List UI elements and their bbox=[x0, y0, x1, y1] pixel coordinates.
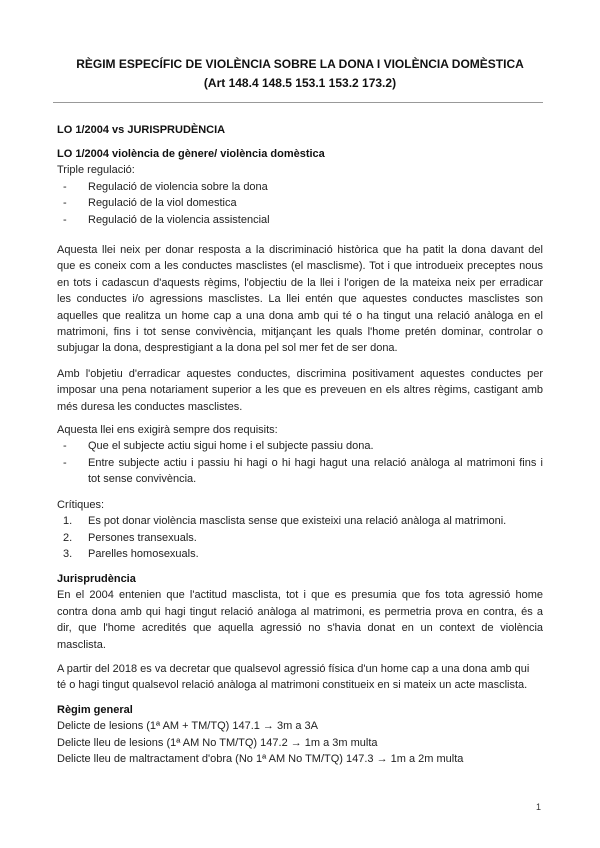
list-item-text: tot sense convivència. bbox=[88, 473, 197, 486]
subheading: Jurisprudència bbox=[57, 573, 136, 585]
text-line: té o hagi tingut qualsevol relació anàloga al matrimoni constitueix en si mateix un acte masclista. bbox=[57, 679, 528, 692]
text-line: més duresa les conductes masclistes. bbox=[57, 400, 243, 413]
jurisprudencia-section bbox=[57, 571, 543, 653]
text-line: que es coneix com a les conductes masclistes (el masclisme). Tot i que introdueix preceptes nous bbox=[57, 260, 543, 273]
critiques-section bbox=[57, 497, 543, 563]
text-line: les conductes i/o agressions masclistes. La llei entén que aquestes conductes masclistes son bbox=[57, 293, 543, 306]
list-item: - Entre subjecte actiu i passiu hi hagi o hi hagi hagut una relació anàloga al matrimoni fins i tot sense convivència. bbox=[57, 455, 543, 488]
section-heading: LO 1/2004 vs JURISPRUDÈNCIA bbox=[57, 124, 226, 136]
triple-section bbox=[57, 146, 543, 228]
text-line: Aquesta llei neix per donar resposta a la discriminació històrica que ha patit la dona davant del bbox=[57, 244, 543, 256]
list-item: 2. Persones transexuals. bbox=[63, 531, 197, 544]
subheading: Règim general bbox=[57, 704, 133, 716]
text-line: imposar una pena notariament superior a les que es preveuen en els altres règims, castigant amb bbox=[57, 384, 543, 397]
text-line: en tots i cadascun d'aquests règims, l'objectiu de la llei i l'origen de la mateixa neix per erradicar bbox=[57, 276, 543, 289]
text-line: subjugar la dona, desprestigiant a la dona pel sol mer fet de ser dona. bbox=[57, 342, 398, 355]
list-item: 1. Es pot donar violència masclista sense que existeixi una relació anàloga al matrimoni. bbox=[63, 515, 507, 528]
text-line: aquelles que realitza un home cap a una dona amb qui té o ha tingut una relació anàloga en el bbox=[57, 309, 543, 322]
list-item-text: Que el subjecte actiu sigui home i el subjecte passiu dona. bbox=[88, 440, 374, 453]
text-line: Amb l'objetiu d'erradicar aquestes conductes, discrimina positivament aquestes conductes per bbox=[57, 368, 543, 380]
list-item: - Regulació de violencia sobre la dona bbox=[63, 180, 268, 193]
list-item: - Regulació de la violencia assistencial bbox=[63, 213, 270, 226]
regim-general-section bbox=[57, 702, 543, 768]
text-line: matrimoni, fins i tot sense convivència, mitjançant les quals l'home pretén dominar, controlar o bbox=[57, 325, 543, 338]
requisits-label: Aquesta llei ens exigirà sempre dos requisits: bbox=[57, 424, 278, 436]
list-item-text: Es pot donar violència masclista sense que existeixi una relació anàloga al matrimoni. bbox=[88, 515, 507, 528]
text-line: masclista. bbox=[57, 638, 106, 651]
subheading: LO 1/2004 violència de gènere/ violència domèstica bbox=[57, 148, 325, 160]
list-item-text: Entre subjecte actiu i passiu hi hagi o hi hagi hagut una relació anàloga al matrimoni fins i bbox=[88, 456, 543, 469]
text-line: Delicte lleu de maltractament d'obra (No 1ª AM No TM/TQ) 147.3 → 1m a 2m multa bbox=[57, 753, 464, 766]
document-subtitle: (Art 148.4 148.5 153.1 153.2 173.2) bbox=[203, 76, 397, 90]
paragraph-2 bbox=[57, 366, 543, 415]
divider bbox=[53, 102, 543, 103]
text-line: dir, que l'home acredités que aquella agressió no s'havia donat en un context de violència bbox=[57, 622, 543, 635]
list-item-text: Parelles homosexuals. bbox=[88, 548, 199, 561]
list-item: 3. Parelles homosexuals. bbox=[63, 548, 199, 561]
requisits-section bbox=[57, 422, 543, 488]
paragraph-4 bbox=[57, 661, 543, 694]
list-item: - Regulació de la viol domestica bbox=[63, 197, 237, 210]
text-line: Delicte de lesions (1ª AM + TM/TQ) 147.1 → 3m a 3A bbox=[57, 720, 318, 733]
list-item-text: Persones transexuals. bbox=[88, 531, 197, 544]
list-item-text: Regulació de la violencia assistencial bbox=[88, 213, 270, 226]
text-line: En el 2004 entenien que l'actitud masclista, tot i que es presumia que fos tota agressió home bbox=[57, 589, 543, 602]
triple-label: Triple regulació: bbox=[57, 164, 135, 177]
list-item-text: Regulació de violencia sobre la dona bbox=[88, 180, 268, 193]
page-number: 1 bbox=[536, 802, 542, 812]
text-line: Delicte lleu de lesions (1ª AM No TM/TQ) 147.2 → 1m a 3m multa bbox=[57, 736, 378, 749]
document-title: RÈGIM ESPECÍFIC DE VIOLÈNCIA SOBRE LA DONA I VIOLÈNCIA DOMÈSTICA bbox=[76, 57, 524, 71]
paragraph-1 bbox=[57, 242, 543, 357]
list-item: - Que el subjecte actiu sigui home i el subjecte passiu dona. bbox=[63, 440, 374, 453]
critiques-label: Crítiques: bbox=[57, 499, 105, 511]
list-item-text: Regulació de la viol domestica bbox=[88, 197, 237, 210]
text-line: A partir del 2018 es va decretar que qualsevol agressió física d'un home cap a una dona amb qui bbox=[57, 663, 530, 675]
text-line: contra dona amb qui hagi tingut relació anàloga al matrimoni, es permetria prova en contra, és a bbox=[57, 605, 543, 618]
